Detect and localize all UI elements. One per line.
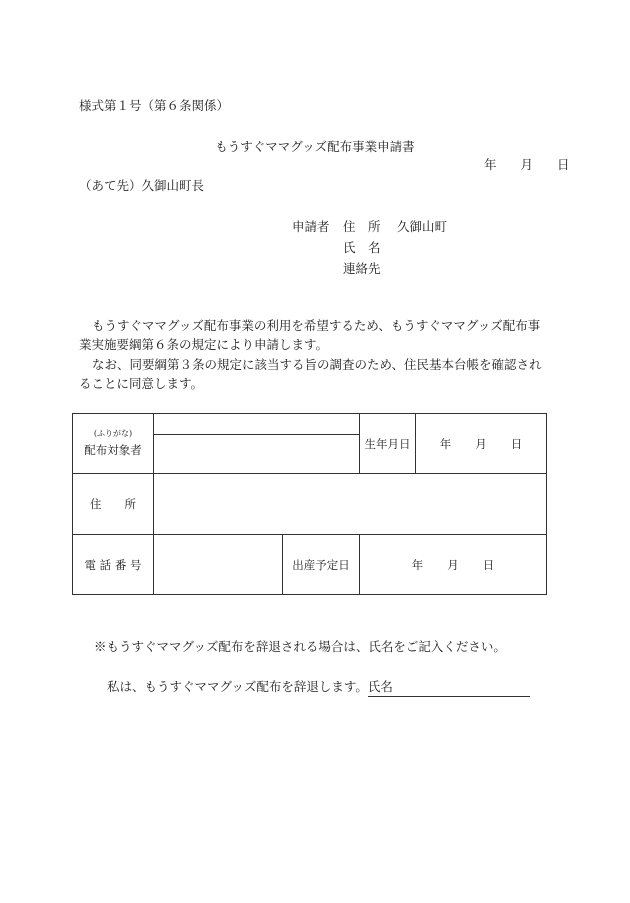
decline-note: ※もうすぐママグッズ配布を辞退される場合は、氏名をご記入ください。 — [94, 639, 506, 654]
target-person-label-cell — [73, 414, 154, 474]
address-label: 住 所 — [73, 474, 154, 535]
decline-text: 私は、もうすぐママグッズ配布を辞退します。 — [107, 679, 368, 694]
date-month-label: 月 — [520, 157, 534, 172]
document-title: もうすぐママグッズ配布事業申請書 — [215, 139, 415, 154]
date-line — [484, 155, 570, 173]
target-person-label: 配布対象者 — [84, 443, 142, 457]
due-date-month: 月 — [447, 557, 459, 572]
applicant-contact-label: 連絡先 — [343, 261, 381, 276]
phone-input[interactable] — [154, 535, 283, 595]
due-date-label: 出産予定日 — [283, 535, 360, 595]
date-day-label: 日 — [557, 157, 570, 172]
form-number: 様式第１号（第６条関係） — [79, 98, 230, 113]
due-date-field[interactable] — [360, 535, 547, 595]
decline-name-field[interactable] — [368, 677, 530, 697]
birthdate-day: 日 — [510, 436, 523, 451]
decline-name-label: 氏名 — [367, 679, 393, 694]
furigana-label: (ふりがな) — [93, 429, 133, 438]
due-date-day: 日 — [482, 557, 495, 572]
due-date-year: 年 — [411, 557, 424, 572]
decline-line — [107, 677, 530, 697]
paragraph-consent: なお、同要綱第３条の規定に該当する旨の調査のため、住民基本台帳を確認されることに同意します。 — [79, 357, 542, 391]
applicant-label: 申請者 — [292, 219, 330, 234]
birthdate-field[interactable] — [416, 414, 547, 474]
addressee: （あて先）久御山町長 — [79, 178, 205, 193]
applicant-address-label: 住 所 — [343, 219, 381, 234]
target-person-name-input[interactable] — [154, 435, 360, 474]
phone-label: 電 話 番 号 — [73, 535, 154, 595]
applicant-block — [292, 216, 447, 279]
birthdate-month: 月 — [475, 436, 487, 451]
application-table — [72, 413, 547, 595]
date-year-label: 年 — [484, 157, 497, 172]
birthdate-label: 生年月日 — [360, 414, 416, 474]
furigana-input[interactable] — [154, 414, 360, 435]
birthdate-year: 年 — [439, 436, 452, 451]
paragraph-application: もうすぐママグッズ配布事業の利用を希望するため、もうすぐママグッズ配布事業実施要綱第６条の規定により申請します。 — [79, 318, 541, 352]
applicant-address-value[interactable]: 久御山町 — [397, 219, 448, 234]
address-input[interactable] — [154, 474, 547, 535]
applicant-name-label: 氏 名 — [343, 240, 381, 255]
